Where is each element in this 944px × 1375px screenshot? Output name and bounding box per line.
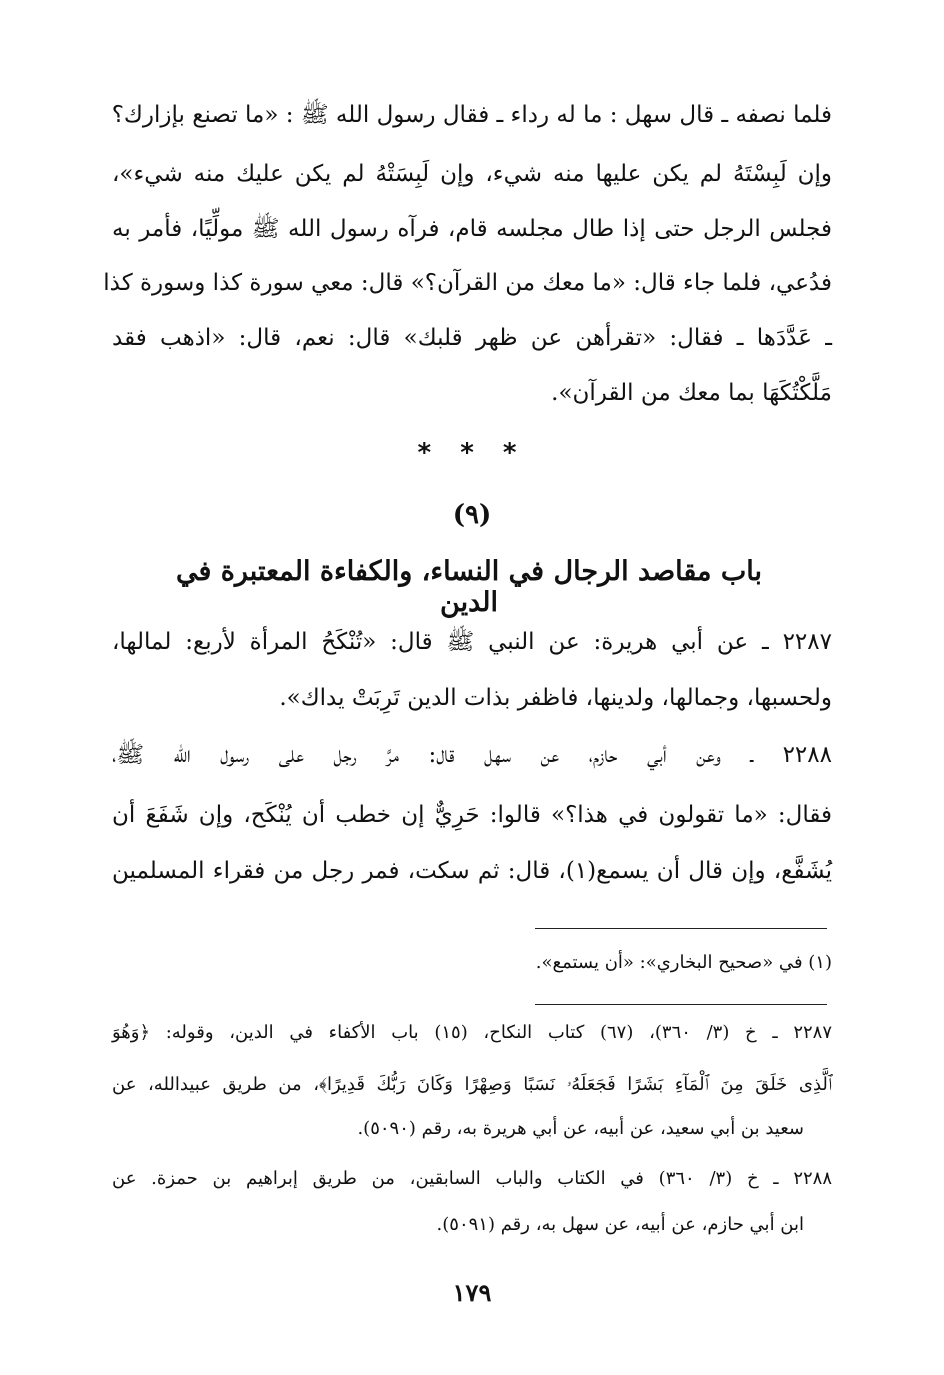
body-line-4: فدُعي، فلما جاء قال: «ما معك من القرآن؟» قال: معي سورة كذا وسورة كذا <box>103 270 832 296</box>
body-line-6: مَلَّكْتُكَهَا بما معك من القرآن». <box>551 380 832 406</box>
body-line-2: وإن لَبِسْتَهُ لم يكن عليها منه شيء، وإن لَبِسَتْهُ لم يكن عليك منه شيء»، <box>112 161 832 187</box>
body-line-3: فجلس الرجل حتى إذا طال مجلسه قام، فرآه رسول الله ﷺ مولِّيًا، فأمر به <box>112 216 832 242</box>
body-line-5: ـ عَدَّدَها ـ فقال: «تقرأهن عن ظهر قلبك» قال: نعم، قال: «اذهب فقد <box>112 325 832 351</box>
chapter-title: باب مقاصد الرجال في النساء، والكفاءة المعتبرة في الدين <box>175 556 763 618</box>
hadith-2288-line-3: يُشَفَّع، وإن قال أن يسمع(١)، قال: ثم سكت، فمر رجل من فقراء المسلمين <box>112 858 833 884</box>
page-number: ١٧٩ <box>452 1278 492 1307</box>
hadith-2288-line-1: ٢٢٨٨ ـ وعن أبي حازم، عن سهل قال: مرَّ رجل على رسول الله ﷺ، <box>112 742 832 768</box>
source-2287-line-2: ٱلَّذِى خَلَقَ مِنَ ٱلْمَآءِ بَشَرًا فَجَعَلَهُۥ نَسَبًا وَصِهْرًا وَكَانَ رَبُّكَ قَدِيرًا﴾، من طريق عبيدالله، عن <box>112 1074 832 1095</box>
sources-divider <box>535 1004 827 1005</box>
body-line-1: فلما نصفه ـ قال سهل : ما له رداء ـ فقال رسول الله ﷺ : «ما تصنع بإزارك؟ <box>111 102 832 128</box>
section-separator: * * * <box>417 438 527 468</box>
hadith-2288-line-2: فقال: «ما تقولون في هذا؟» قالوا: حَرِيٌّ إن خطب أن يُنْكَح، وإن شَفَعَ أن <box>112 802 832 828</box>
source-2287-line-3: سعيد بن أبي سعيد، عن أبيه، عن أبي هريرة به، رقم (٥٠٩٠). <box>357 1118 804 1139</box>
source-2287-line-1: ٢٢٨٧ ـ خ (٣/ ٣٦٠)، (٦٧) كتاب النكاح، (١٥) باب الأكفاء في الدين، وقوله: ﴿وَهُوَ <box>112 1022 832 1043</box>
source-2288-line-1: ٢٢٨٨ ـ خ (٣/ ٣٦٠) في الكتاب والباب السابقين، من طريق إبراهيم بن حمزة. عن <box>112 1168 832 1189</box>
footnote-divider <box>535 928 827 929</box>
footnote-1: (١) في «صحيح البخاري»: «أن يستمع». <box>535 952 832 973</box>
hadith-2287-line-1: ٢٢٨٧ ـ عن أبي هريرة: عن النبي ﷺ قال: «تُنْكَحُ المرأة لأربع: لمالها، <box>112 629 832 655</box>
hadith-2287-line-2: ولحسبها، وجمالها، ولدينها، فاظفر بذات الدين تَرِبَتْ يداك». <box>279 685 832 711</box>
chapter-number: (٩) <box>452 500 492 530</box>
source-2288-line-2: ابن أبي حازم، عن أبيه، عن سهل به، رقم (٥٠٩١). <box>436 1214 804 1235</box>
